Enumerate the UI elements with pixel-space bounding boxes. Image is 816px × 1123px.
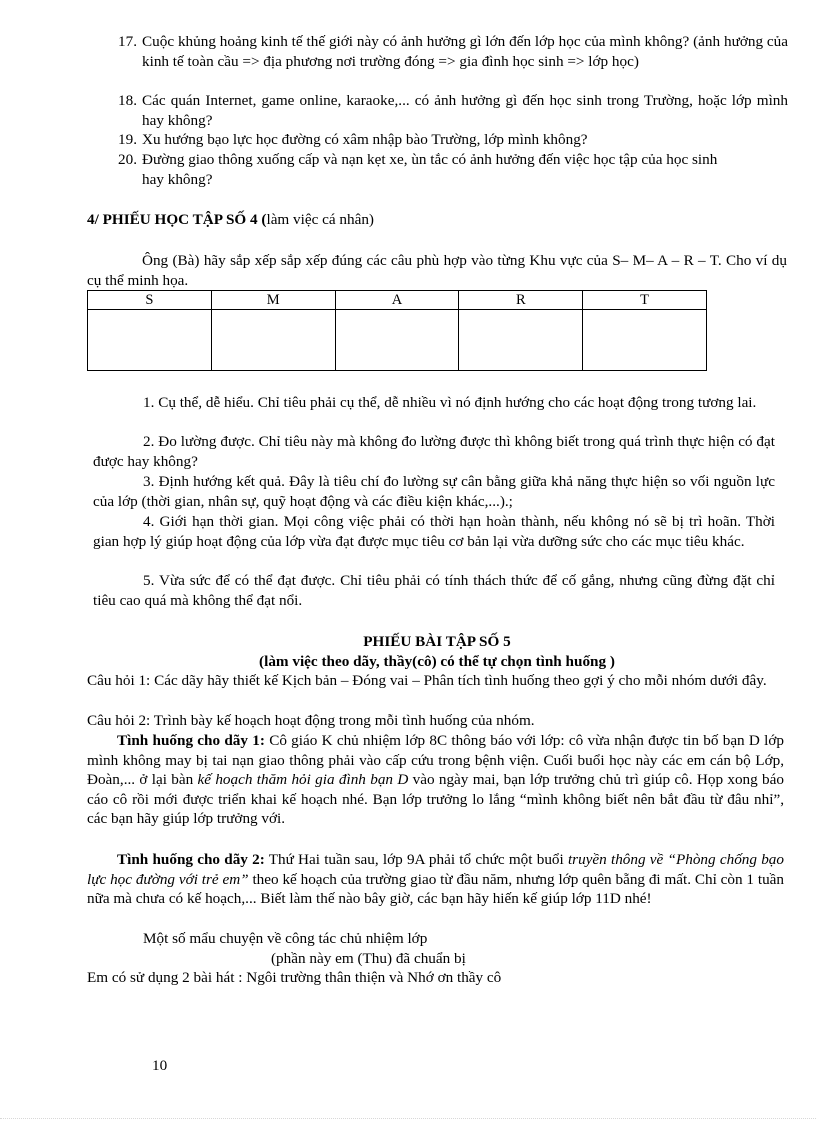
question-number: 17. (118, 33, 137, 50)
section5-question-1: Câu hỏi 1: Các dãy hãy thiết kế Kịch bản – Đóng vai – Phân tích tình huống theo gợi ý cho mỗi nhóm dưới đây. (87, 672, 767, 689)
question-item (118, 91, 788, 130)
page-number: 10 (152, 1057, 168, 1074)
situation-2-label: Tình huống cho dãy 2: (117, 851, 265, 868)
smart-item: 3. Định hướng kết quả. Đây là tiêu chí đo lường sự cân bằng giữa khả năng thực hiện so vối nguồn lực của lớp (thời gian, nhân sự, quỹ hoạt động và các điều kiện khác,...).; (93, 473, 775, 510)
page-bottom-divider (0, 1118, 816, 1119)
stories-line: Một số mẩu chuyện về công tác chủ nhiệm lớp (143, 930, 428, 947)
section4-intro: Ông (Bà) hãy sắp xếp sắp xếp đúng các câu phù hợp vào từng Khu vực của S– M– A – R – T. Cho ví dụ cụ thể minh họa. (87, 252, 787, 289)
smart-header-a: A (335, 291, 459, 310)
smart-cell-s[interactable] (88, 310, 212, 371)
situation-1: Tình huống cho dãy 1: Cô giáo K chủ nhiệm lớp 8C thông báo với lớp: cô vừa nhận được tin bố bạn D lớp mình không may bị tai nạn giao thông phải vào cấp cứu trong bệnh viện. Cuối buổi học này các em cán bộ Lớp, Đoàn,... ở lại bàn kế hoạch thăm hỏi gia đình bạn D vào ngày mai, bạn lớp trưởng chủ trì giúp cô. Họp xong báo cáo cô rồi mới được triển khai kế hoạch nhé. Bạn lớp trưởng lo lắng “mình không biết nên bắt đầu từ đâu nhỉ”, các bạn hãy giúp lớp trưởng với. (87, 732, 784, 828)
smart-item: 1. Cụ thể, dễ hiểu. Chỉ tiêu phải cụ thể, dễ nhiều vì nó định hướng cho các hoạt động trong tương lai. (143, 394, 757, 411)
smart-table (87, 290, 707, 371)
smart-item: 5. Vừa sức để có thể đạt được. Chỉ tiêu phải có tính thách thức để cố gắng, nhưng cũng đừng đặt chỉ tiêu cao quá mà không thể đạt nổi. (93, 572, 775, 609)
section4-heading-normal: làm việc cá nhân) (266, 211, 374, 228)
question-number: 18. (118, 92, 137, 109)
smart-item: 4. Giới hạn thời gian. Mọi công việc phải có thời hạn hoàn thành, nếu không nó sẽ bị trì hoãn. Thời gian hợp lý giúp hoạt động của lớp vừa đạt được mục tiêu cơ bản lại vừa dưỡng sức cho các mục tiêu khác. (93, 513, 775, 550)
smart-header-r: R (459, 291, 583, 310)
question-text: Đường giao thông xuống cấp và nạn kẹt xe, ùn tắc có ảnh hưởng đến việc học tập của học sinh hay không? (142, 151, 718, 188)
question-number: 20. (118, 151, 137, 168)
question-text: Cuộc khủng hoảng kinh tế thế giới này có ảnh hưởng gì lớn đến lớp học của mình không? (ảnh hưởng của kinh tế toàn cầu => địa phương nơi trường đóng => gia đình học sinh => lớp học) (142, 33, 788, 70)
smart-cell-t[interactable] (583, 310, 707, 371)
smart-cell-r[interactable] (459, 310, 583, 371)
section5-subtitle: (làm việc theo dãy, thầy(cô) có thể tự chọn tình huống ) (259, 653, 615, 670)
section4-heading-bold: 4/ PHIẾU HỌC TẬP SỐ 4 ( (87, 211, 267, 228)
question-text: Xu hướng bạo lực học đường có xâm nhập bào Trường, lớp mình không? (142, 131, 588, 148)
question-text: Các quán Internet, game online, karaoke,... có ảnh hưởng gì đến học sinh trong Trường, hoặc lớp mình hay không? (142, 92, 788, 129)
section4-heading (87, 210, 787, 230)
smart-cell-a[interactable] (335, 310, 459, 371)
situation-2: Tình huống cho dãy 2: Thứ Hai tuần sau, lớp 9A phải tổ chức một buổi truyền thông về “Phòng chống bạo lực học đường với trẻ em” theo kế hoạch của trường giao từ đầu năm, nhưng lớp quên bẵng đi mất. Chỉ còn 1 tuần nữa mà chưa có kế hoạch,... Biết làm thế nào bây giờ, các bạn hãy hiến kế giúp lớp 11D nhé! (87, 851, 785, 908)
smart-header-m: M (211, 291, 335, 310)
prepared-line: (phần này em (Thu) đã chuẩn bị (271, 950, 466, 967)
smart-item: 2. Đo lường được. Chỉ tiêu này mà không đo lường được thì không biết trong quá trình thực hiện có đạt được hay không? (93, 433, 775, 470)
smart-header-s: S (88, 291, 212, 310)
question-item (118, 32, 788, 71)
situation-1-emphasis: kế hoạch thăm hỏi gia đình bạn D (197, 771, 409, 789)
question-item (118, 130, 788, 150)
question-number: 19. (118, 131, 137, 148)
smart-cell-m[interactable] (211, 310, 335, 371)
question-item (118, 150, 788, 189)
smart-header-t: T (583, 291, 707, 310)
section5-question-2: Câu hỏi 2: Trình bày kế hoạch hoạt động trong mỗi tình huống của nhóm. (87, 712, 535, 729)
songs-line: Em có sử dụng 2 bài hát : Ngôi trường thân thiện và Nhớ ơn thầy cô (87, 969, 502, 986)
situation-2-emphasis: truyền thông về “Phòng chống bạo lực học đường với trẻ em” (87, 851, 784, 888)
situation-1-label: Tình huống cho dãy 1: (117, 732, 265, 749)
section5-title: PHIẾU BÀI TẬP SỐ 5 (363, 633, 511, 650)
